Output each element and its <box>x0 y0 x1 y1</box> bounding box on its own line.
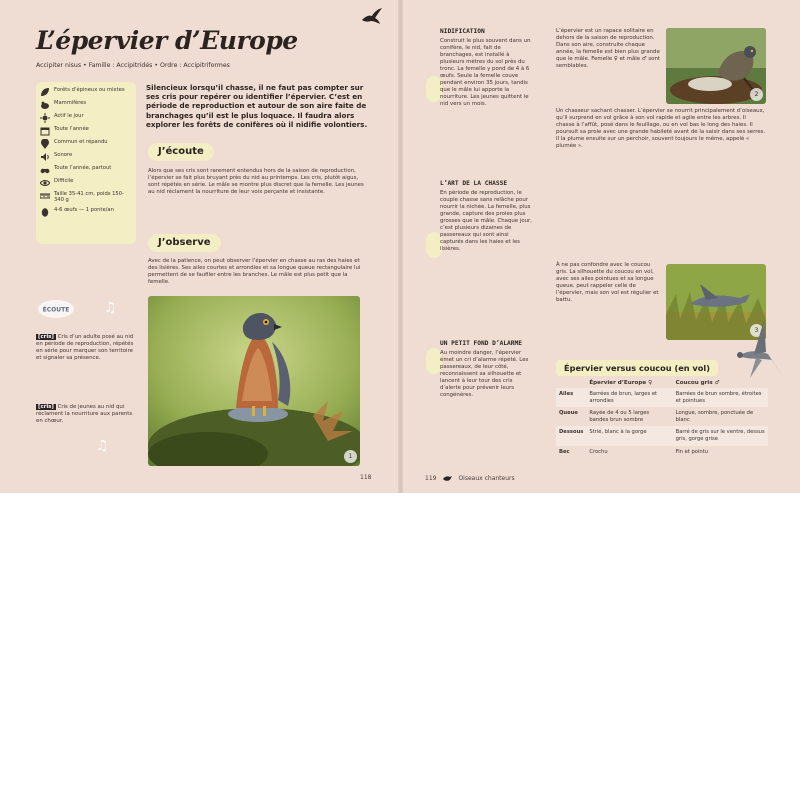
observe-paragraph: Avec de la patience, on peut observer l’épervier en chasse au ras des haies et des lisières. Ses ailes courtes et arrondies et sa longue queue rectangulaire lui permettent de se faufiler entre les branches. Le mâle est plus petit que la femelle. <box>148 258 361 285</box>
photo-number: 2 <box>750 88 763 101</box>
section-text: Au moindre danger, l’épervier émet un cri d’alarme répété. Les passereaux, de leur côté, reconnaissent sa silhouette et lancent à leur tour des cris d’alerte pour prévenir leurs congénères. <box>440 350 529 398</box>
info-text: 4-6 œufs — 1 ponte/an <box>54 206 114 213</box>
table-header: Épervier d’Europe ♀ <box>589 380 653 386</box>
leaf-icon <box>40 87 50 97</box>
nest-section <box>440 28 532 108</box>
listen-heading: J’écoute <box>148 143 214 161</box>
table-cell: Longue, sombre, ponctuée de blanc <box>675 410 754 423</box>
page-title: L’épervier d’Europe <box>36 26 298 55</box>
confusion-paragraph: À ne pas confondre avec le coucou gris. La silhouette du coucou en vol, avec ses ailes pointues et sa longue queue, peut rappeler celle de l’épervier, mais son vol est régulier et battu. <box>556 262 659 303</box>
table-row-label: Queue <box>559 410 578 417</box>
table-cell: Barrées de brun sombre, étroites et pointues <box>673 388 768 407</box>
mouse-icon <box>40 100 50 110</box>
info-row <box>40 113 132 123</box>
info-row <box>40 100 132 110</box>
table-cell: Crochu <box>589 448 608 455</box>
info-text: Actif le jour <box>54 113 84 119</box>
section-text: En période de reproduction, le couple chasse sans relâche pour nourrir la nichée. La femelle, plus grande, capture des proies plus grosses que le mâle. Chaque jour, c’est plusieurs dizaines de passereaux qui sont ainsi capturés dans les haies et les lisières. <box>440 190 532 252</box>
sparrowhawk-illustration <box>148 296 360 466</box>
table-row <box>556 426 768 445</box>
observe-heading: J’observe <box>148 234 221 252</box>
speaker-icon <box>40 152 50 162</box>
comparison-table <box>556 378 768 458</box>
info-row <box>40 126 132 136</box>
photo-number: 3 <box>750 324 763 337</box>
section-heading: L’ART DE LA CHASSE <box>440 180 508 187</box>
table-header: Coucou gris ♂ <box>675 380 720 386</box>
call-tag: [cris] <box>38 404 54 410</box>
hunt-section <box>440 180 532 253</box>
table-row-label: Dessous <box>556 426 586 445</box>
info-row <box>40 191 132 204</box>
nest-photo <box>666 28 766 104</box>
egg-icon <box>40 207 50 217</box>
section-heading: NIDIFICATION <box>440 28 485 35</box>
listen-badge-label: ÉCOUTE <box>42 306 70 314</box>
section-name: Oiseaux chanteurs <box>458 474 515 482</box>
info-box <box>36 82 136 244</box>
info-text: Toute l’année, partout <box>54 165 112 171</box>
book-gutter <box>398 0 403 493</box>
info-text: Forêts d’épineux ou mixtes <box>54 87 125 93</box>
call-2[interactable] <box>36 404 134 425</box>
binoculars-icon <box>40 165 50 175</box>
call-text: Cris de jeunes au nid qui réclament la nourriture aux parents en chœur. <box>36 404 133 424</box>
info-row <box>40 152 132 162</box>
table-header <box>556 378 586 388</box>
calendar-icon <box>40 126 50 136</box>
table-cell: Strié, blanc à la gorge <box>586 426 672 445</box>
table-row-label: Bec <box>559 448 570 455</box>
listen-badge <box>36 298 76 320</box>
call-tag: [cris] <box>38 334 54 340</box>
call-text: Cris d’un adulte posé au nid en période de reproduction, répétés en série pour marquer son territoire et signaler sa présence. <box>36 334 134 361</box>
section-heading: UN PETIT FOND D’ALARME <box>440 340 522 347</box>
table-header-row <box>556 378 768 388</box>
listen-paragraph: Alors que ses cris sont rarement entendus hors de la saison de reproduction, l’épervier se fait plus bruyant près du nid au printemps. Les cris, plutôt aigus, sont répétés en série. Le mâle se montre plus discret que la femelle. Les jeunes au nid réclament la nourriture de leur voix perçante et insistante. <box>148 168 364 195</box>
info-row <box>40 165 132 175</box>
info-row <box>40 139 132 149</box>
photo-number: 1 <box>344 450 357 463</box>
info-text: Commun et répandu <box>54 139 108 145</box>
info-text: Difficile <box>54 178 74 184</box>
table-row <box>556 407 768 426</box>
info-text: Sonore <box>54 152 73 158</box>
table-cell: Barré de gris sur le ventre, dessus gris, gorge grise <box>673 426 768 445</box>
info-text: Mammifères <box>54 100 87 106</box>
cuckoo-flight-drawing <box>734 316 784 380</box>
music-note-icon: ♫ <box>104 300 117 316</box>
table-row-label: Ailes <box>556 388 586 407</box>
page-footer <box>425 473 515 483</box>
bird-footer-icon <box>442 473 452 483</box>
info-row <box>40 207 132 217</box>
info-row <box>40 87 132 97</box>
table-row <box>556 388 768 407</box>
info-row <box>40 178 132 188</box>
info-text: Taille 35-41 cm, poids 150-340 g <box>54 191 124 204</box>
page-number: 118 <box>360 474 372 481</box>
table-cell: Barrées de brun, larges et arrondies <box>586 388 672 407</box>
comparison-title: Épervier versus coucou (en vol) <box>556 360 718 376</box>
table-row <box>556 446 768 459</box>
section-text: Construit le plus souvent dans un conifère, le nid, fait de branchages, est installé à plusieurs mètres du sol près du tronc. La femelle y pond de 4 à 6 œufs. Seule la femelle couve pendant environ 35 jours, tandis que le mâle lui apporte la nourriture. Les jeunes quittent le nid vers un mois. <box>440 38 531 107</box>
music-note-icon: ♫ <box>96 438 109 454</box>
alarm-section <box>440 340 532 399</box>
pin-icon <box>40 139 50 149</box>
call-1[interactable] <box>36 334 134 362</box>
eye-icon <box>40 178 50 188</box>
sun-icon <box>40 113 50 123</box>
table-cell: Rayée de 4 ou 5 larges bandes brun sombre <box>589 410 650 423</box>
intro-paragraph: Silencieux lorsqu’il chasse, il ne faut pas compter sur ses cris pour repérer ou identifier l’épervier. C’est en période de reproduction et autour de son aire faite de branchages qu’il est le plus loquace. Il faudra alors explorer les forêts de conifères où il nidifie volontiers. <box>146 83 368 129</box>
nest-column-text: L’épervier est un rapace solitaire en dehors de la saison de reproduction. Dans son aire, construite chaque année, la femelle est bien plus grande que le mâle. Femelle ♀ et mâle ♂ sont semblables. <box>556 28 660 69</box>
hunter-paragraph: Un chasseur sachant chasser. L’épervier se nourrit principalement d’oiseaux, qu’il surprend en vol grâce à son vol rapide et agile entre les arbres. Il chasse à l’affût, posé dans le feuillage, ou en vol bas le long des haies. Il poursuit sa proie avec une grande habileté avant de la saisir dans ses serres. Il la plume ensuite sur un perchoir, souvent toujours le même, appelé « plumée ». <box>556 108 766 149</box>
bird-silhouette-icon <box>360 6 384 30</box>
taxonomy-line: Accipiter nisus • Famille : Accipitridés • Ordre : Accipitriformes <box>36 62 230 69</box>
info-text: Toute l’année <box>54 126 89 132</box>
sparrowhawk-photo <box>148 296 360 466</box>
table-cell: Fin et pointu <box>675 448 709 455</box>
page-number: 119 <box>425 474 437 482</box>
ruler-icon <box>40 191 50 201</box>
